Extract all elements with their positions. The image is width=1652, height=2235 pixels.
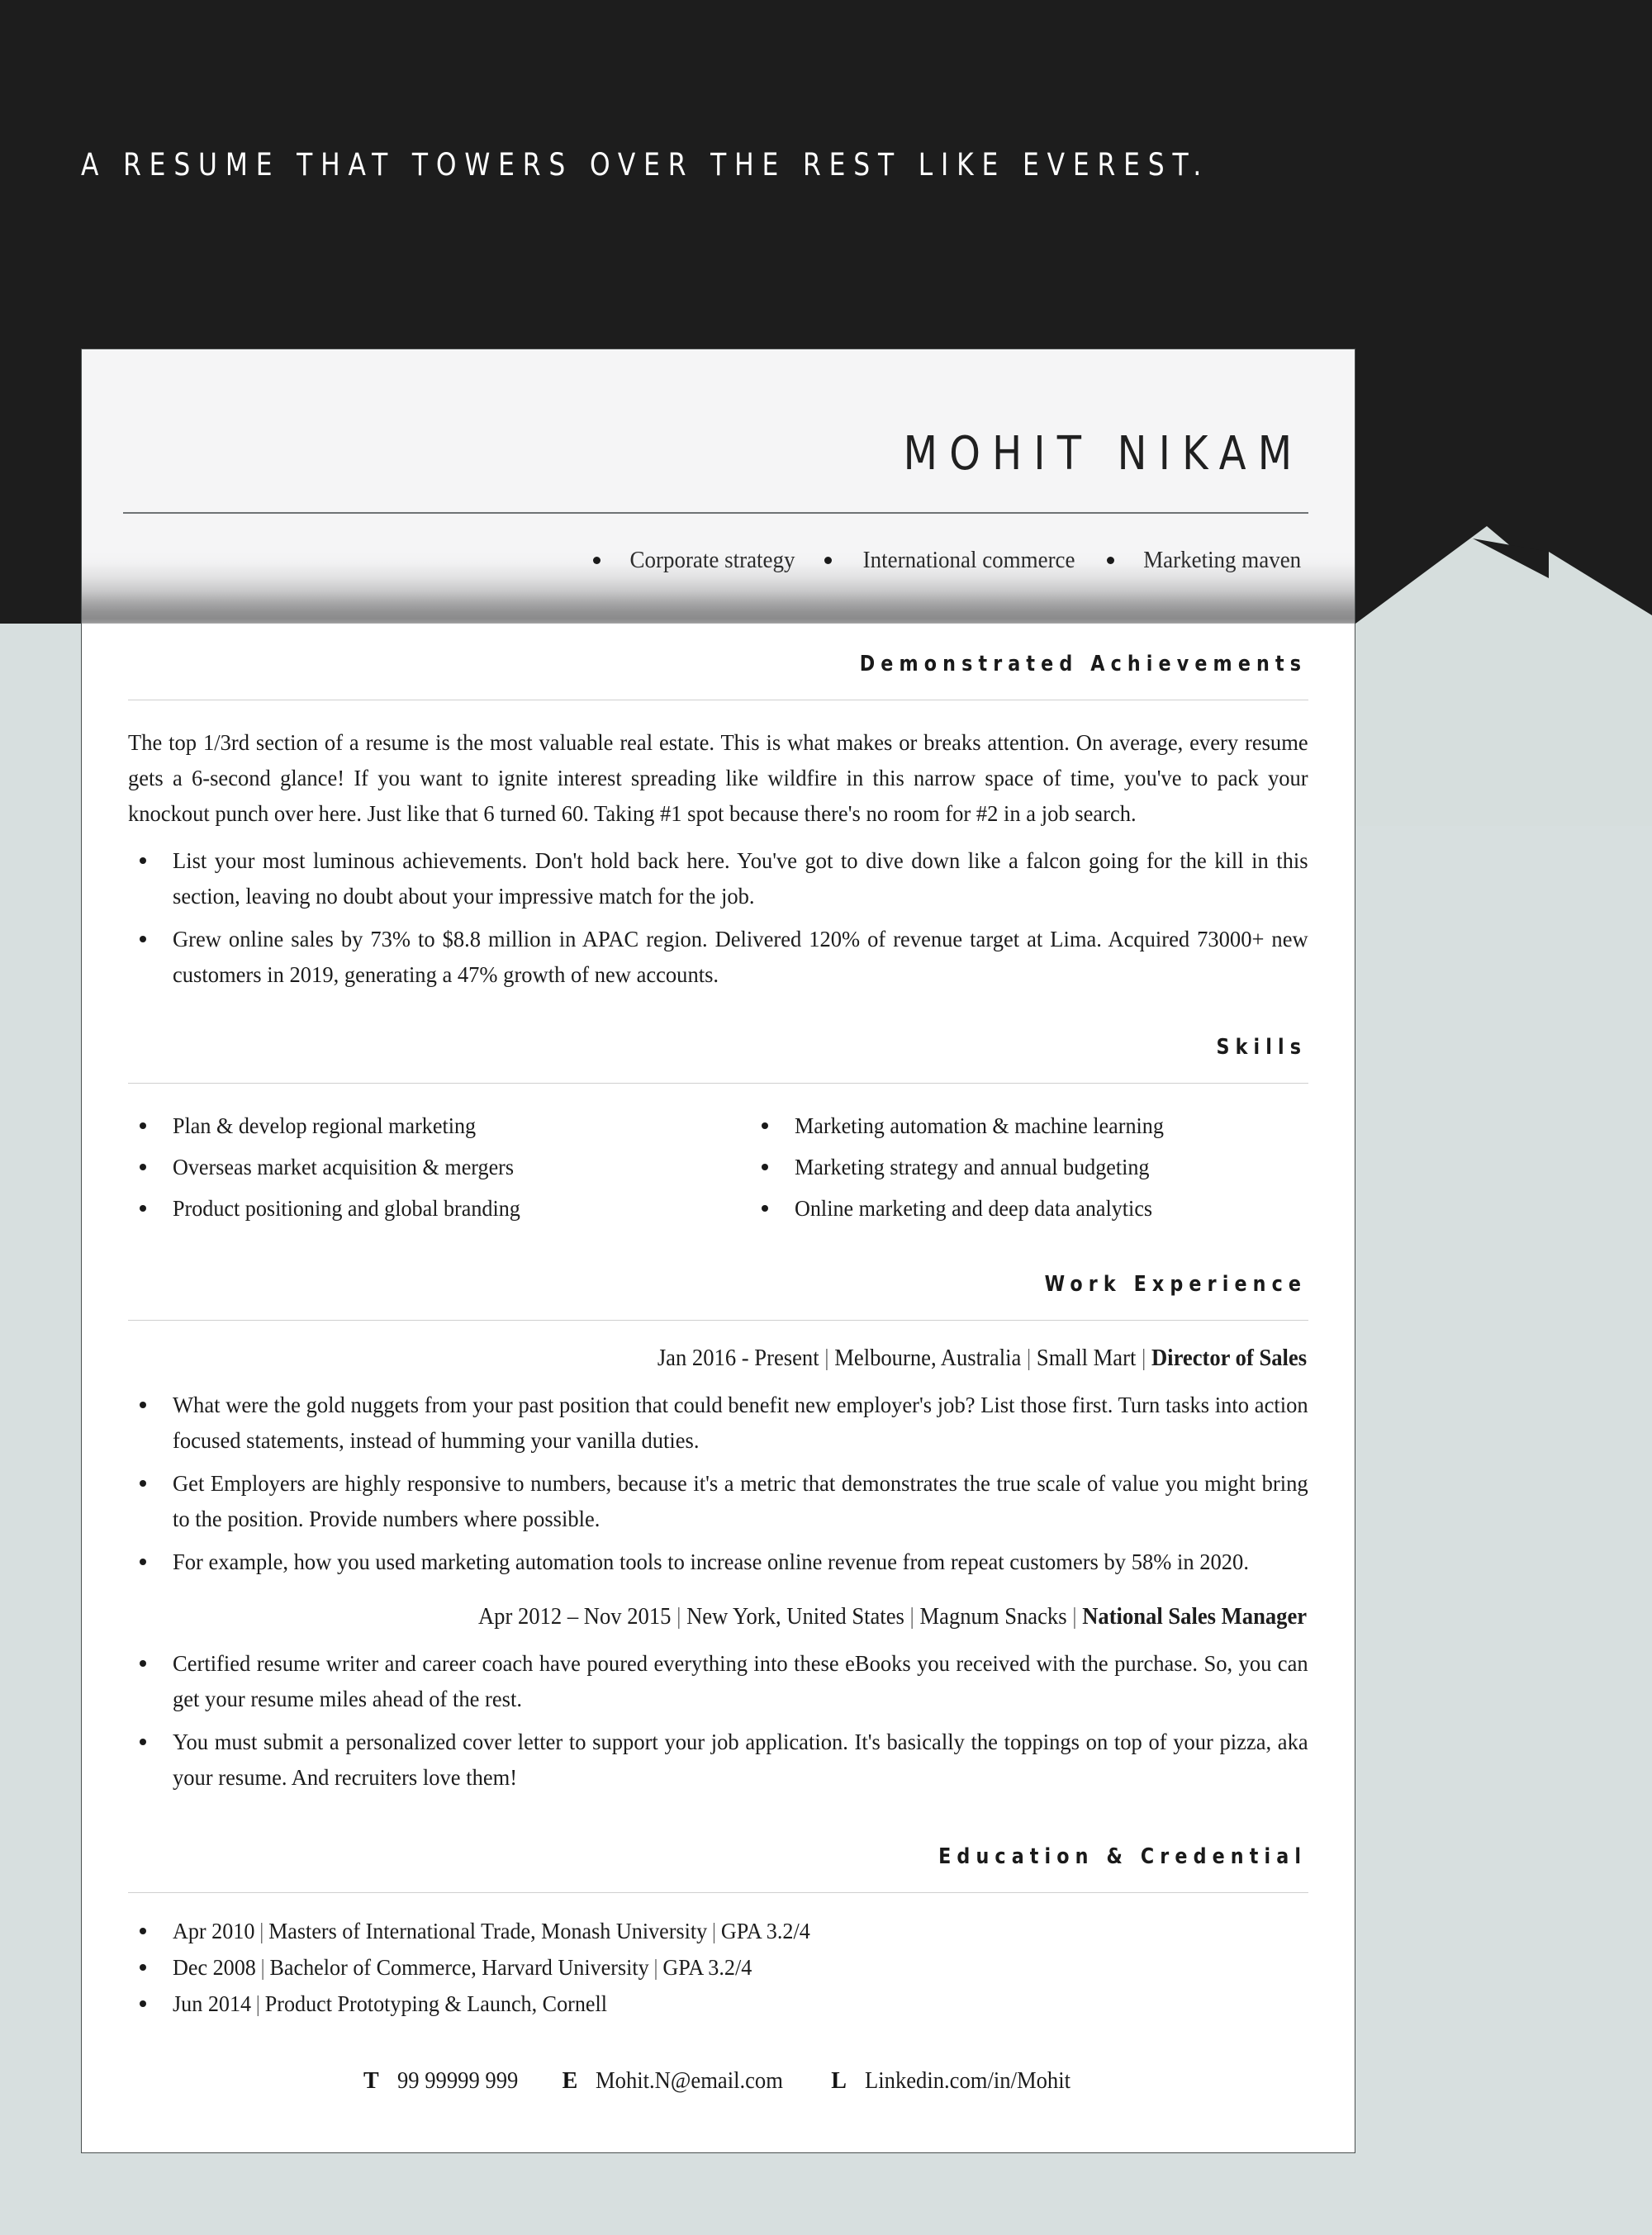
list-item: [128, 1949, 1308, 1986]
list-item-text: Get Employers are highly responsive to numbers, because it's a metric that demonstrates the true scale of value you might bring to the position. Provide numbers where possible.: [173, 1470, 1308, 1531]
contact-phone: [363, 2068, 525, 2095]
section-heading-achievements: Demonstrated Achievements: [859, 652, 1308, 676]
list-item-text: What were the gold nuggets from your past position that could benefit new employer's job? List those first. Turn tasks into action focused statements, instead of humming your vanilla duties.: [173, 1392, 1308, 1453]
contact-footer: [128, 2068, 1308, 2095]
hero-tagline: A RESUME THAT TOWERS OVER THE REST LIKE EVEREST.: [81, 147, 1210, 183]
list-item-text: Marketing strategy and annual budgeting: [794, 1154, 1150, 1179]
linkedin-value[interactable]: Linkedin.com/in/Mohit: [864, 2068, 1070, 2094]
job-meta-line: [187, 1601, 1308, 1634]
education-gpa: GPA 3.2/4: [662, 1954, 752, 1980]
meta-separator: |: [676, 1604, 681, 1630]
education-gpa: GPA 3.2/4: [720, 1918, 810, 1943]
list-item: [128, 1913, 1308, 1949]
phone-label: T: [363, 2068, 379, 2094]
section-heading-education: Education & Credential: [938, 1844, 1308, 1869]
job-dates: Apr 2012 – Nov 2015: [477, 1604, 672, 1630]
section-achievements: [128, 652, 1308, 992]
phone-value[interactable]: 99 99999 999: [396, 2068, 518, 2094]
list-item: [128, 1645, 1308, 1716]
list-item: [128, 1465, 1308, 1536]
list-item: [750, 1146, 1309, 1188]
bullet-dot-icon: [593, 557, 601, 564]
section-divider: [128, 1892, 1308, 1893]
list-item-text: Overseas market acquisition & mergers: [173, 1154, 515, 1179]
meta-separator: |: [255, 1991, 261, 2016]
section-divider: [128, 1083, 1308, 1084]
list-item-text: Marketing automation & machine learning: [794, 1113, 1164, 1138]
email-label: E: [562, 2068, 578, 2094]
list-item-text: You must submit a personalized cover letter to support your job application. It's basically the toppings on top of your pizza, aka your resume. And recruiters love them!: [173, 1729, 1308, 1790]
section-heading-work-experience: Work Experience: [1044, 1272, 1308, 1297]
list-item: [750, 1188, 1309, 1229]
job-company: Small Mart: [1036, 1345, 1137, 1371]
section-education: [128, 1844, 1308, 2022]
list-item: [128, 1188, 719, 1229]
skills-list-right: [750, 1105, 1309, 1229]
page-title: MOHIT NIKAM: [903, 427, 1304, 481]
list-item-text: For example, how you used marketing automation tools to increase online revenue from repeat customers by 58% in 2020.: [173, 1549, 1249, 1574]
list-item: [128, 842, 1308, 913]
linkedin-label: L: [831, 2068, 847, 2094]
section-divider: [128, 1320, 1308, 1321]
headline-tagline-list: [128, 547, 1308, 574]
job-bullet-list: [128, 1387, 1308, 1579]
headline-tagline-item: Corporate strategy: [629, 547, 795, 573]
job-location: Melbourne, Australia: [834, 1345, 1022, 1371]
list-item: [128, 1387, 1308, 1458]
list-item-text: Grew online sales by 73% to $8.8 million in APAC region. Delivered 120% of revenue target at Lima. Acquired 73000+ new customers in 2019, generating a 47% growth of new accounts.: [173, 926, 1308, 987]
email-value[interactable]: Mohit.N@email.com: [596, 2068, 784, 2094]
list-item: [128, 1146, 719, 1188]
meta-separator: |: [259, 1918, 264, 1943]
resume-body: [82, 624, 1355, 2095]
skills-grid: [128, 1105, 1308, 1229]
skills-column-left: [128, 1105, 719, 1229]
section-skills: [128, 1035, 1308, 1229]
education-entry: [173, 1949, 752, 1986]
bullet-dot-icon: [824, 557, 832, 564]
education-entry: [173, 1986, 607, 2022]
list-item-text: Online marketing and deep data analytics: [794, 1195, 1152, 1221]
name-divider: [123, 512, 1308, 514]
list-item: [128, 921, 1308, 992]
headline-tagline-item: International commerce: [863, 547, 1075, 573]
list-item: [128, 1544, 1308, 1579]
resume-header-panel: [82, 349, 1355, 624]
education-detail: Bachelor of Commerce, Harvard University: [269, 1954, 649, 1980]
list-item-text: Certified resume writer and career coach have poured everything into these eBooks you received with the purchase. So, you can get your resume miles ahead of the rest.: [173, 1650, 1308, 1711]
list-item-text: Product positioning and global branding: [173, 1195, 520, 1221]
resume-document: [81, 349, 1355, 2153]
education-detail: Product Prototyping & Launch, Cornell: [264, 1991, 608, 2016]
meta-separator: |: [260, 1954, 265, 1980]
job-company: Magnum Snacks: [919, 1604, 1067, 1630]
achievements-bullet-list: [128, 842, 1308, 992]
bullet-dot-icon: [1107, 557, 1114, 564]
job-dates: Jan 2016 - Present: [657, 1345, 819, 1371]
education-date: Apr 2010: [173, 1918, 255, 1943]
list-item-text: List your most luminous achievements. Don't hold back here. You've got to dive down like a falcon going for the kill in this section, leaving no doubt about your impressive match for the job.: [173, 847, 1308, 909]
list-item: [128, 1724, 1308, 1795]
meta-separator: |: [1072, 1604, 1077, 1630]
education-date: Dec 2008: [173, 1954, 256, 1980]
meta-separator: |: [653, 1954, 658, 1980]
contact-email: [563, 2068, 794, 2095]
job-location: New York, United States: [686, 1604, 904, 1630]
section-heading-skills: Skills: [1216, 1035, 1308, 1060]
skills-column-right: [719, 1105, 1309, 1229]
meta-separator: |: [824, 1345, 829, 1371]
meta-separator: |: [1141, 1345, 1146, 1371]
contact-linkedin: [831, 2068, 1081, 2095]
meta-separator: |: [1026, 1345, 1032, 1371]
education-date: Jun 2014: [173, 1991, 252, 2016]
education-entry: [173, 1913, 810, 1949]
education-detail: Masters of International Trade, Monash University: [268, 1918, 708, 1943]
list-item: [128, 1986, 1308, 2022]
headline-tagline-item: Marketing maven: [1142, 547, 1301, 573]
job-bullet-list: [128, 1645, 1308, 1795]
meta-separator: |: [909, 1604, 914, 1630]
education-list: [128, 1913, 1308, 2022]
list-item: [128, 1105, 719, 1146]
meta-separator: |: [711, 1918, 717, 1943]
list-item-text: Plan & develop regional marketing: [173, 1113, 477, 1138]
job-role: National Sales Manager: [1082, 1604, 1308, 1630]
achievements-intro-paragraph: The top 1/3rd section of a resume is the most valuable real estate. This is what makes or breaks attention. On average, every resume gets a 6-second glance! If you want to ignite interest spreading like wildfire in this narrow space of time, you've to pack your knockout punch over here. Just like that 6 turned 60. Taking #1 spot because there's no room for #2 in a job search.: [128, 729, 1308, 826]
job-role: Director of Sales: [1151, 1345, 1308, 1371]
section-work-experience: [128, 1272, 1308, 1795]
skills-list-left: [128, 1105, 719, 1229]
list-item: [750, 1105, 1309, 1146]
job-meta-line: [187, 1342, 1308, 1375]
